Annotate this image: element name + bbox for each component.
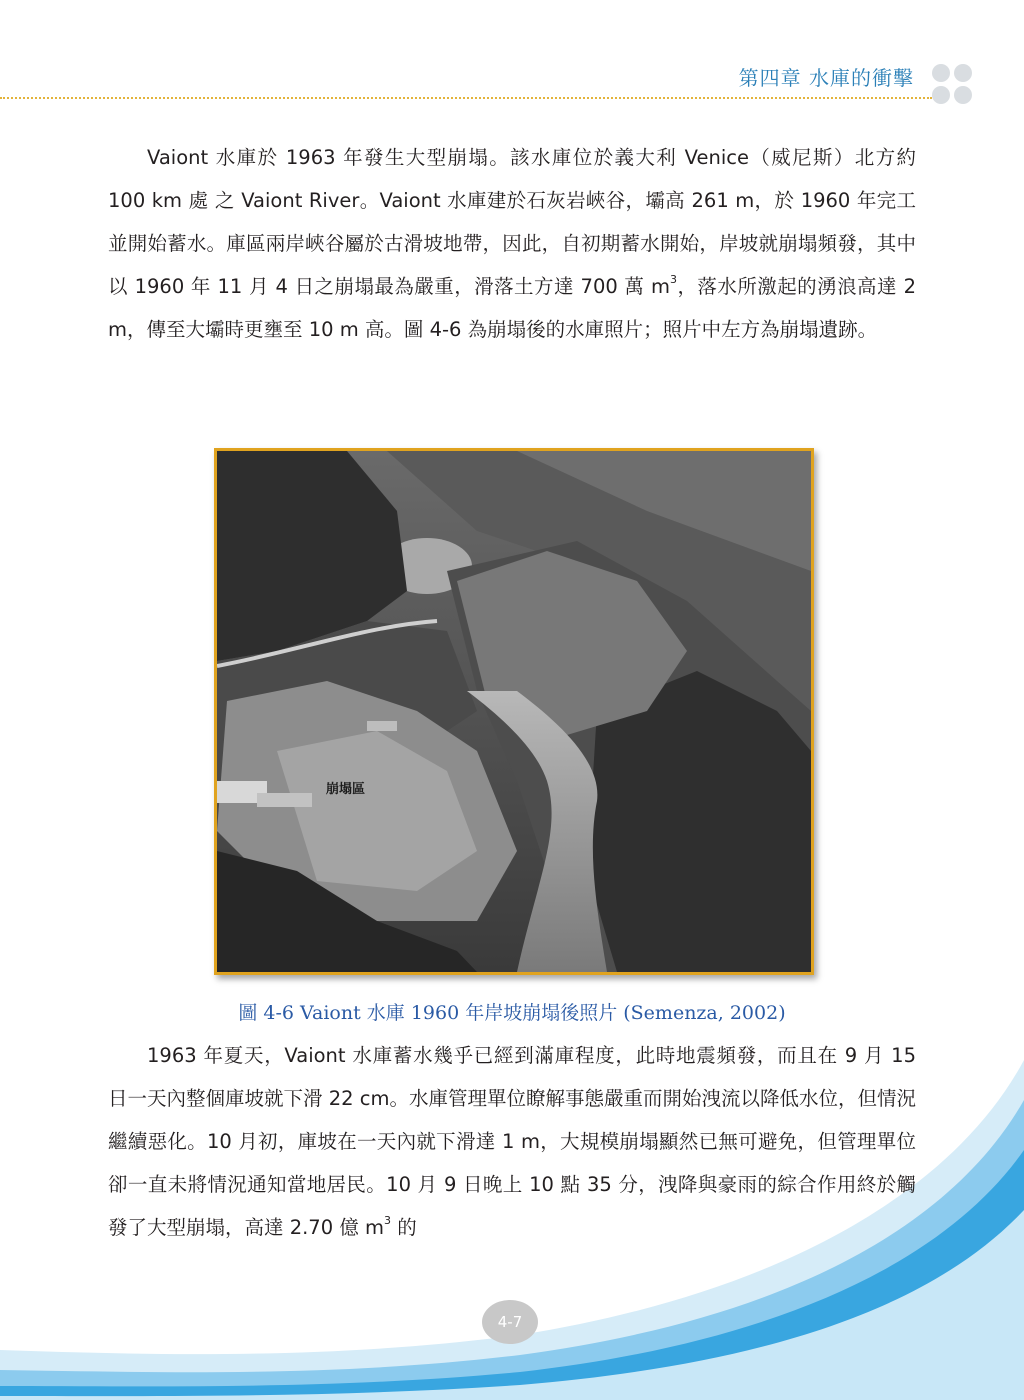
dam-landslide-photo <box>217 451 811 972</box>
header-divider <box>0 97 932 99</box>
header-dots-decoration <box>932 64 972 104</box>
paragraph-1: Vaiont 水庫於 1963 年發生大型崩塌。該水庫位於義大利 Venice（威尼斯）北方約 100 km 處 之 Vaiont River。Vaiont 水庫建於石灰岩峽谷，壩高 261 m，於 1960 年完工並開始蓄水。庫區兩岸峽谷屬於古滑坡地帶，因此，自初期蓄水開始，岸坡就崩塌頻發，其中以 1960 年 11 月 4 日之崩塌最為嚴重，滑落土方達 700 萬 $m^3$，落水所激起的湧浪高達 2 m，傳至大壩時更壅至 10 m 高。圖 4-6 為崩塌後的水庫照片；照片中左方為崩塌遺跡。 <box>108 146 916 341</box>
collapse-area-label: 崩塌區 <box>326 782 366 797</box>
page-number: 4-7 <box>482 1300 538 1344</box>
figure-caption: 圖 4-6 Vaiont 水庫 1960 年岸坡崩塌後照片 (Semenza, 2002) <box>238 1002 786 1024</box>
figure-photo <box>214 448 814 975</box>
paragraph-2: 1963 年夏天，Vaiont 水庫蓄水幾乎已經到滿庫程度，此時地震頻發，而且在 9 月 15 日一天內整個庫坡就下滑 22 cm。水庫管理單位瞭解事態嚴重而開始洩流以降低水位，但情況繼續惡化。10 月初，庫坡在一天內就下滑達 1 m，大規模崩塌顯然已無可避免，但管理單位卻一直未將情況通知當地居民。10 月 9 日晚上 10 點 35 分，洩降與豪雨的綜合作用終於觸發了大型崩塌，高達 2.70 億 $m^3$ 的 <box>108 1044 916 1239</box>
chapter-title: 第四章 水庫的衝擊 <box>738 66 914 90</box>
